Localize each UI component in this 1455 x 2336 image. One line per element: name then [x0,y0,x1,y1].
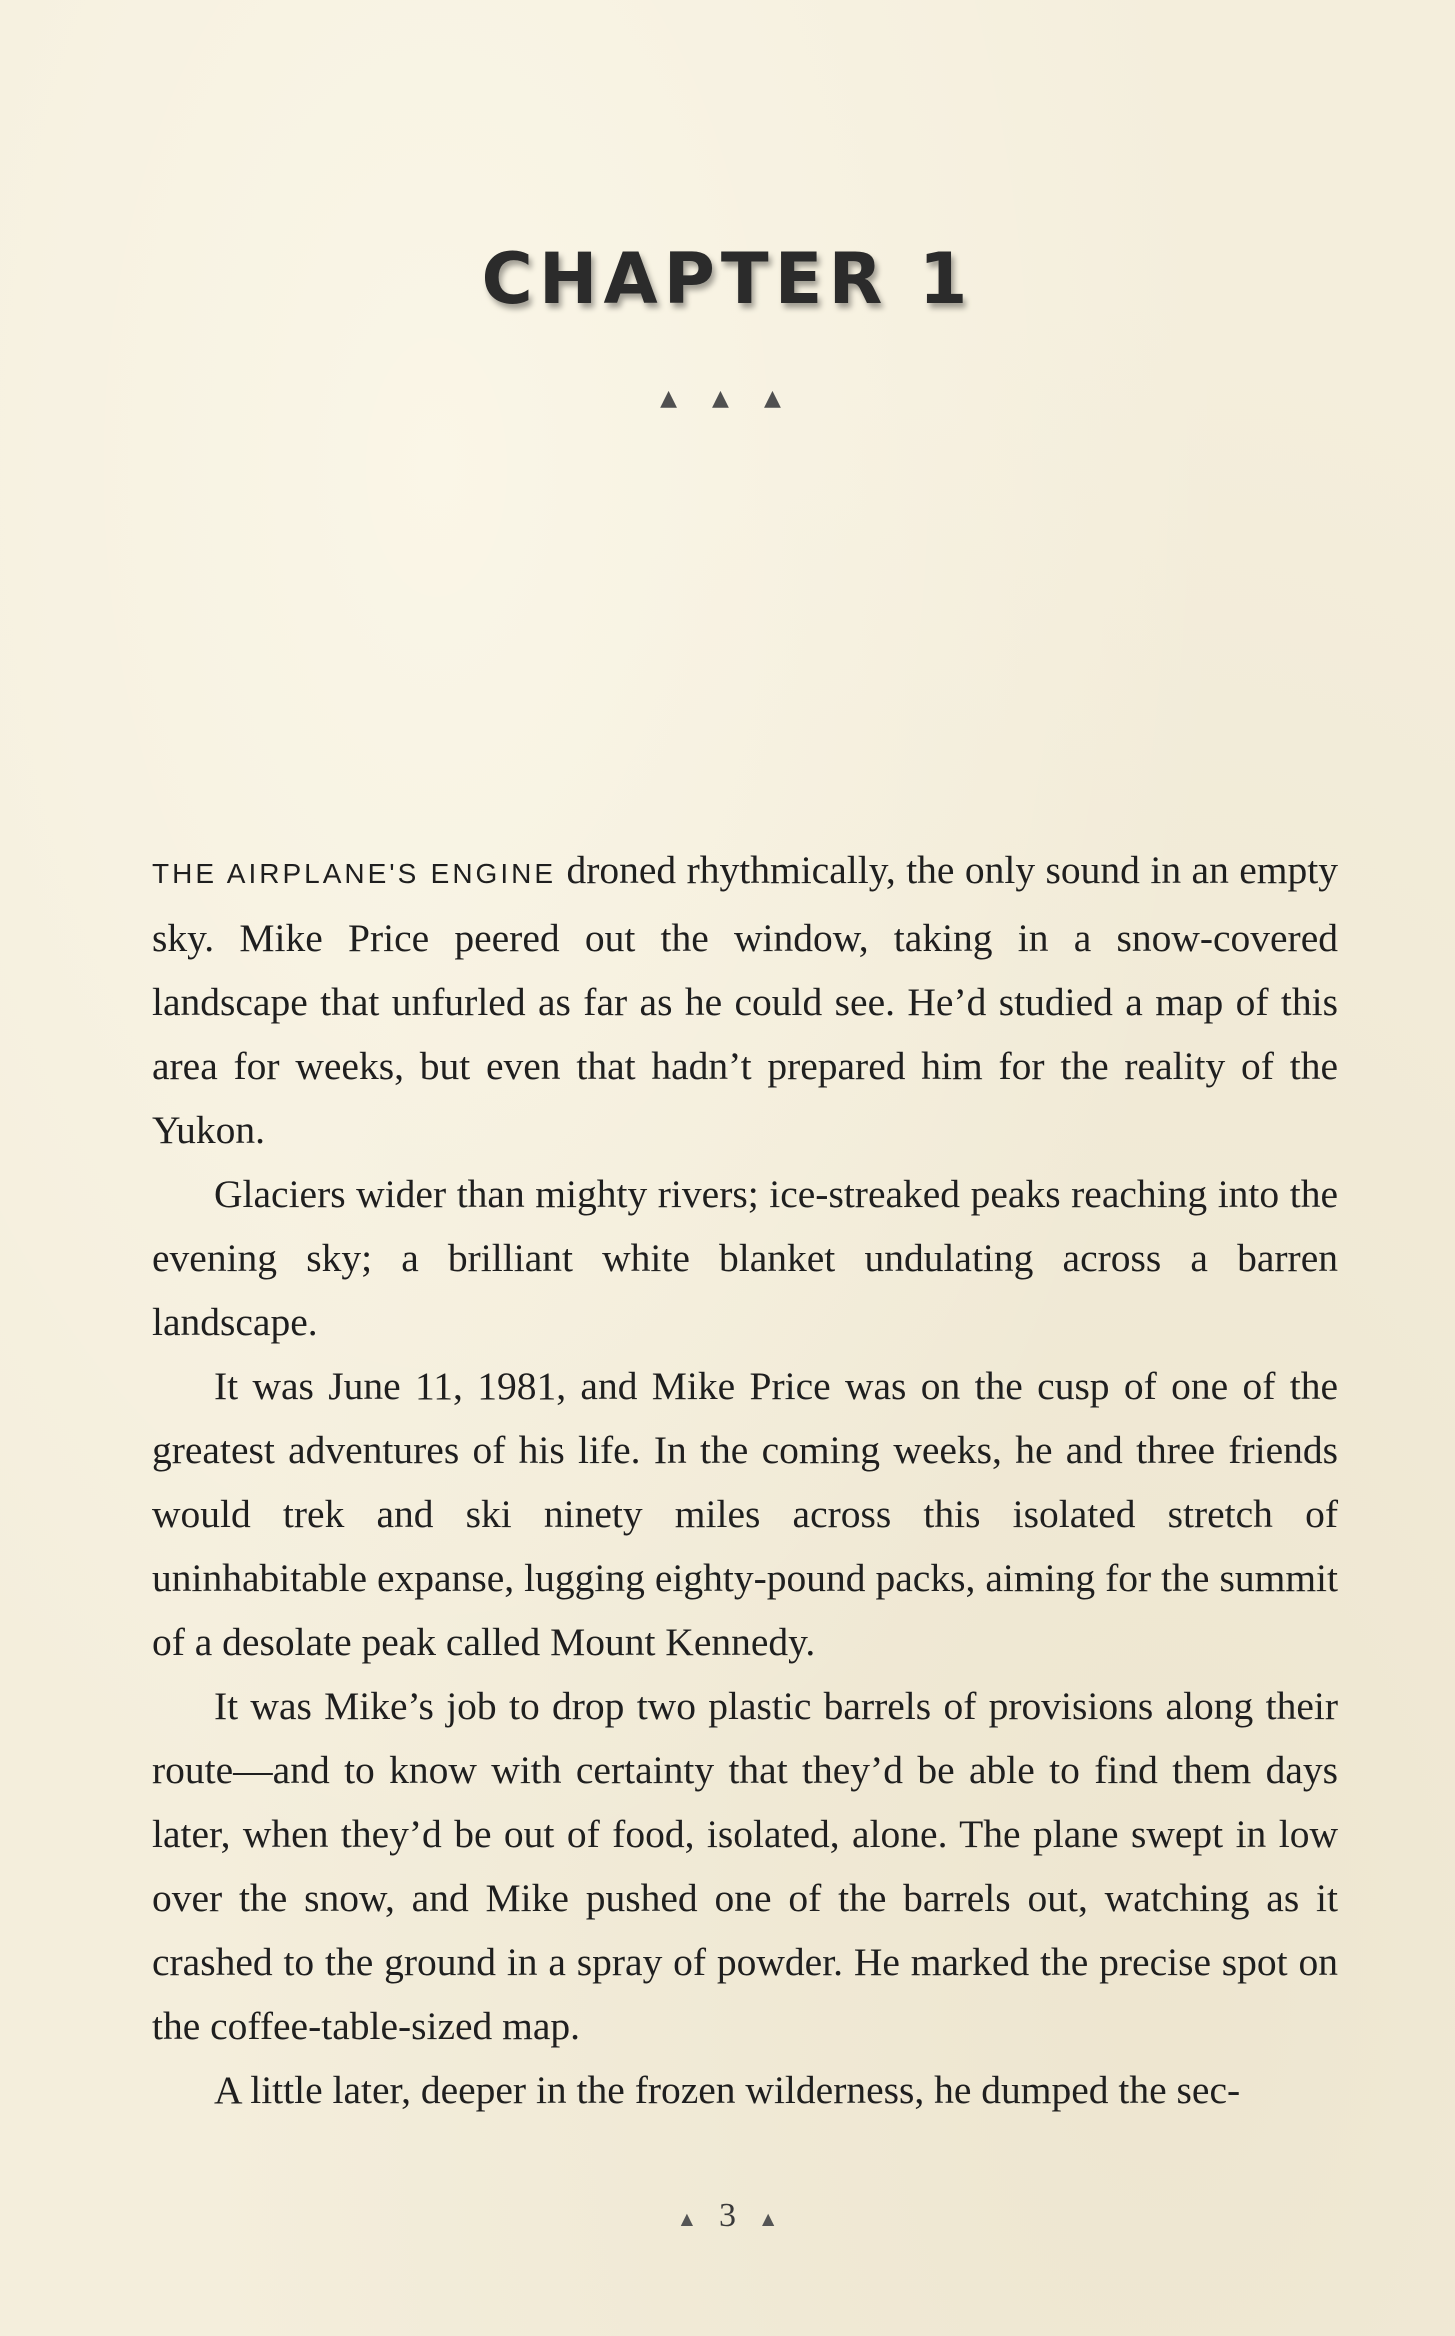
paragraph: It was Mike’s job to drop two plastic barrels of provisions along their route—and to know with certainty that they’d be able to find them days later, when they’d be out of food, isolated, alone. The plane swept in low over the snow, and Mike pushed one of the barrels out, watching as it crashed to the ground in a spray of powder. He marked the precise spot on the coffee-table-sized map. [152,1684,1338,2048]
page-number: 3 [719,2197,736,2234]
chapter-title: CHAPTER 1 [481,238,974,320]
paragraph [152,838,1338,1162]
chapter-body [152,838,1338,2122]
paragraph: A little later, deeper in the frozen wilderness, he dumped the sec- [214,2068,1241,2112]
triangle-icon: ▲ [762,2208,775,2228]
lead-in-text: THE AIRPLANE'S ENGINE [152,858,557,889]
paragraph: Glaciers wider than mighty rivers; ice-streaked peaks reaching into the evening sky; a brilliant white blanket undulating across a barren landscape. [152,1172,1338,1344]
paragraph: It was June 11, 1981, and Mike Price was on the cusp of one of the greatest adventures of his life. In the coming weeks, he and three friends would trek and ski ninety miles across this isolated stretch of uninhabitable expanse, lugging eighty-pound packs, aiming for the summit of a desolate peak called Mount Kennedy. [152,1364,1338,1664]
page-footer [0,2197,1455,2235]
paragraph-text: droned rhythmically, the only sound in an empty sky. Mike Price peered out the window, taking in a snow-covered landscape that unfurled as far as he could see. He’d studied a map of this area for weeks, but even that hadn’t prepared him for the reality of the Yukon. [152,848,1338,1152]
chapter-ornament: ▲ ▲ ▲ [660,386,795,411]
triangle-icon: ▲ [680,2208,693,2228]
